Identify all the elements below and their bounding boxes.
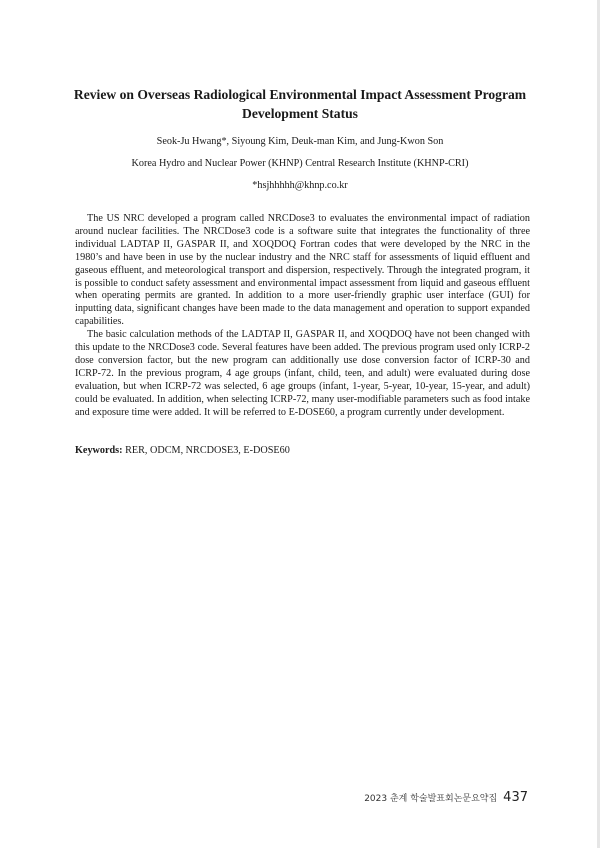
abstract-paragraph-1: The US NRC developed a program called NRCDose3 to evaluates the environmental impact of radiation around nuclear facilities. The NRCDose3 code is a software suite that integrates the functionality of three individual LADTAP II, GASPAR II, and XOQDOQ Fortran codes that were developed by the NRC in the 1980’s and have been in use by the nuclear industry and the NRC staff for assessments of liquid effluent and gaseous effluent, and meteorological transport and dispersion, respectively. Through the integrated program, it is possible to conduct safety assessment and environmental impact assessment from liquid and gaseous effluent when operating permits are granted. In addition to a more user-friendly graphic user interface (GUI) for inputting data, significant changes have been made to the data management and operation to support expanded capabilities.: [75, 213, 530, 328]
abstract-paragraph-2: The basic calculation methods of the LADTAP II, GASPAR II, and XOQDOQ have not been changed with this update to the NRCDose3 code. Several features have been added. The previous program used only ICRP-2 dose conversion factor, but the new program can additionally use dose conversion factor of ICRP-30 and ICRP-72. In the previous program, 4 age groups (infant, child, teen, and adult) were evaluated during dose evaluation, but when ICRP-72 was selected, 6 age groups (infant, 1-year, 5-year, 10-year, 15-year, and adult) could be evaluated. In addition, when selecting ICRP-72, many user-modifiable parameters such as food intake and exposure time were added. It will be referred to E-DOSE60, a program currently under development.: [75, 329, 530, 418]
keywords-line: [75, 444, 530, 457]
proceedings-name: 2023 춘계 학술발표회논문요약집: [364, 794, 498, 804]
abstract-body: [75, 213, 530, 420]
affiliation: Korea Hydro and Nuclear Power (KHNP) Central Research Institute (KHNP-CRI): [131, 158, 469, 169]
page-number: 437: [503, 790, 528, 805]
corresponding-email: *hsjhhhhh@khnp.co.kr: [252, 180, 348, 191]
author-list: Seok-Ju Hwang*, Siyoung Kim, Deuk-man Kim, and Jung-Kwon Son: [156, 136, 444, 147]
paper-title: Review on Overseas Radiological Environmental Impact Assessment Program Development Status: [73, 87, 527, 121]
keywords-values: RER, ODCM, NRCDOSE3, E-DOSE60: [125, 445, 290, 456]
keywords-label: Keywords:: [75, 445, 123, 456]
page-footer: [364, 790, 528, 805]
